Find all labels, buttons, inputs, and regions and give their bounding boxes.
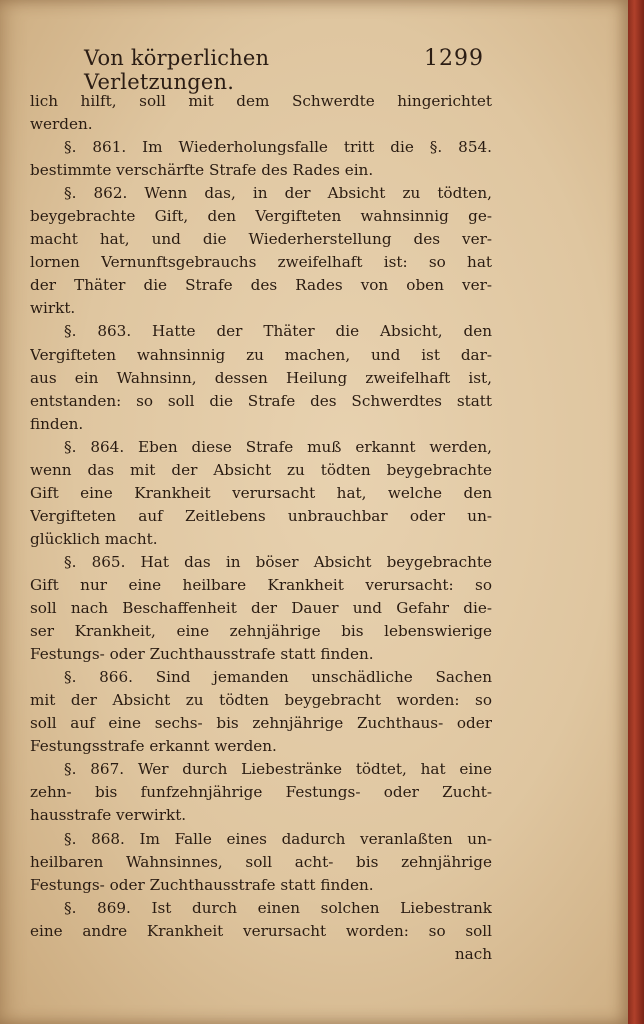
running-title: Von körperlichen Verletzungen. bbox=[84, 46, 270, 94]
text-line: der Thäter die Strafe des Rades von oben ver- bbox=[30, 276, 492, 295]
text-line: soll auf eine sechs- bis zehnjährige Zuchthaus- oder bbox=[30, 714, 492, 733]
text-line: eine andre Krankheit verursacht worden: so soll bbox=[30, 921, 492, 940]
book-edge bbox=[628, 0, 644, 1024]
text-line: entstanden: so soll die Strafe des Schwerdtes statt bbox=[30, 391, 492, 410]
text-line: §. 865. Hat das in böser Absicht beygebrachte bbox=[64, 552, 492, 571]
text-line: Vergifteten auf Zeitlebens unbrauchbar oder un- bbox=[30, 506, 492, 525]
text-line: §. 866. Sind jemanden unschädliche Sachen bbox=[64, 668, 492, 687]
text-line: Gift eine Krankheit verursacht hat, welche den bbox=[30, 483, 492, 502]
text-line: soll nach Beschaffenheit der Dauer und Gefahr die- bbox=[30, 599, 492, 618]
text-line: beygebrachte Gift, den Vergifteten wahnsinnig ge- bbox=[30, 207, 492, 226]
page-header bbox=[84, 46, 484, 94]
text-line: Festungs- oder Zuchthausstrafe statt finden. bbox=[30, 875, 374, 894]
text-line: wenn das mit der Absicht zu tödten beygebrachte bbox=[30, 460, 492, 479]
text-line: §. 869. Ist durch einen solchen Liebestrank bbox=[64, 898, 492, 917]
text-line: wirkt. bbox=[30, 299, 76, 318]
text-line: mit der Absicht zu tödten beygebracht worden: so bbox=[30, 691, 492, 710]
body-text bbox=[30, 90, 492, 966]
text-line: aus ein Wahnsinn, dessen Heilung zweifelhaft ist, bbox=[30, 368, 492, 387]
text-line: Gift nur eine heilbare Krankheit verursacht: so bbox=[30, 575, 492, 594]
text-line: glücklich macht. bbox=[30, 529, 158, 548]
text-line: zehn- bis funfzehnjährige Festungs- oder Zucht- bbox=[30, 783, 492, 802]
text-line: Festungs- oder Zuchthausstrafe statt finden. bbox=[30, 645, 374, 664]
text-line: lich hilft, soll mit dem Schwerdte hingerichtet bbox=[30, 92, 492, 110]
text-line: werden. bbox=[30, 115, 93, 134]
text-line: §. 864. Eben diese Strafe muß erkannt werden, bbox=[64, 437, 492, 456]
text-line: Vergifteten wahnsinnig zu machen, und ist dar- bbox=[30, 345, 492, 364]
text-line: §. 868. Im Falle eines dadurch veranlaßten un- bbox=[64, 829, 492, 848]
page-number: 1299 bbox=[424, 46, 484, 71]
text-line: Festungsstrafe erkannt werden. bbox=[30, 737, 277, 756]
text-line: macht hat, und die Wiederherstellung des ver- bbox=[30, 230, 492, 249]
text-line: ser Krankheit, eine zehnjährige bis lebenswierige bbox=[30, 622, 492, 641]
text-line: lornen Vernunftsgebrauchs zweifelhaft ist: so hat bbox=[30, 253, 492, 272]
text-line: §. 862. Wenn das, in der Absicht zu tödten, bbox=[64, 184, 492, 203]
text-line: §. 863. Hatte der Thäter die Absicht, den bbox=[64, 322, 492, 341]
text-line: §. 867. Wer durch Liebestränke tödtet, hat eine bbox=[64, 760, 492, 779]
text-line: heilbaren Wahnsinnes, soll acht- bis zehnjährige bbox=[30, 852, 492, 871]
text-line: bestimmte verschärfte Strafe des Rades ein. bbox=[30, 161, 374, 180]
text-line: finden. bbox=[30, 414, 84, 433]
text-line: hausstrafe verwirkt. bbox=[30, 806, 187, 825]
text-line: §. 861. Im Wiederholungsfalle tritt die §. 854. bbox=[64, 138, 492, 157]
text-line: nach bbox=[454, 944, 492, 963]
